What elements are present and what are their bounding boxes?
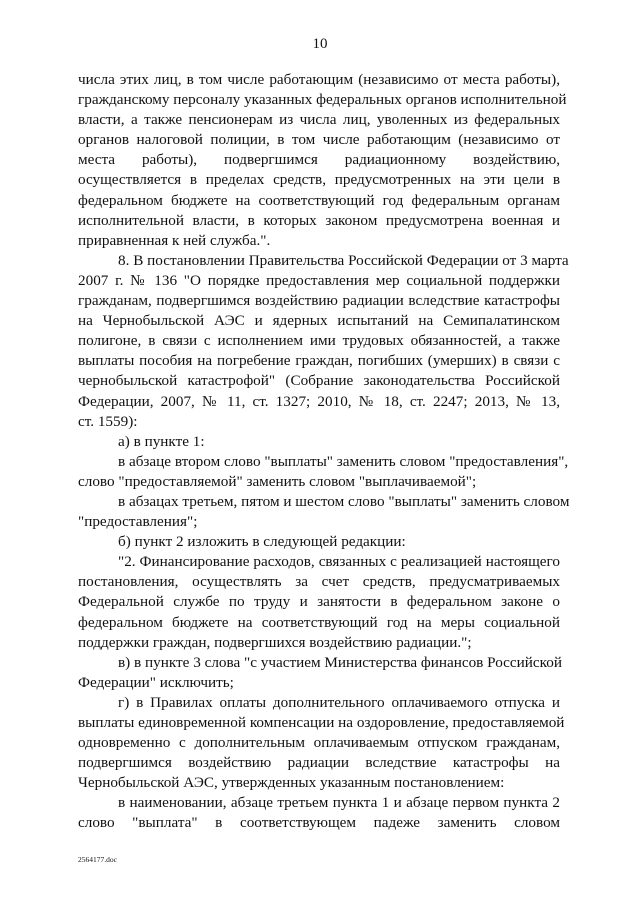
- text-line: гражданам, подвергшимся воздействию радиации вследствие катастрофы: [78, 292, 560, 310]
- text-line: осуществляется в пределах средств, предусмотренных на эти цели в: [78, 171, 560, 189]
- text-line: полигоне, в связи с исполнением ими трудовых обязанностей, а также: [78, 332, 560, 350]
- text-line: гражданскому персоналу указанных федеральных органов исполнительной: [78, 91, 567, 109]
- text-line: слово "выплата" в соответствующем падеже заменить словом: [78, 814, 560, 832]
- text-line: Федерации" исключить;: [78, 673, 234, 691]
- text-line: в) в пункте 3 слова "с участием Министерства финансов Российской: [118, 653, 562, 671]
- text-line: места работы), подвергшимся радиационному воздействию,: [78, 151, 560, 169]
- text-line: власти, а также пенсионерам из числа лиц, уволенных из федеральных: [78, 111, 560, 129]
- text-line: на Чернобыльской АЭС и ядерных испытаний на Семипалатинском: [78, 312, 560, 330]
- text-line: выплаты пособия на погребение граждан, погибших (умерших) в связи с: [78, 352, 560, 370]
- text-line: приравненная к ней служба.".: [78, 231, 271, 249]
- text-line: б) пункт 2 изложить в следующей редакции:: [118, 533, 406, 551]
- text-line: федеральном бюджете на соответствующий год на меры социальной: [78, 613, 560, 631]
- text-line: постановления, осуществлять за счет средств, предусматриваемых: [78, 573, 560, 591]
- text-line: поддержки граждан, подвергшихся воздействию радиации.";: [78, 633, 472, 651]
- text-line: числа этих лиц, в том числе работающим (независимо от места работы),: [78, 71, 560, 88]
- text-line: одновременно с дополнительным оплачиваемым отпуском гражданам,: [78, 734, 560, 752]
- text-line: подвергшимся воздействию радиации вследствие катастрофы на: [78, 754, 560, 772]
- page-number: 10: [312, 36, 328, 52]
- text-line: слово "предоставляемой" заменить словом "выплачиваемой";: [78, 472, 477, 490]
- text-line: исполнительной власти, в которых законом предусмотрена военная и: [78, 211, 560, 229]
- text-line: в наименовании, абзаце третьем пункта 1 и абзаце первом пункта 2: [118, 794, 560, 812]
- text-line: Федерации, 2007, № 11, ст. 1327; 2010, № 18, ст. 2247; 2013, № 13,: [78, 392, 560, 410]
- text-line: выплаты единовременной компенсации на оздоровление, предоставляемой: [78, 714, 565, 731]
- text-line: г) в Правилах оплаты дополнительного оплачиваемого отпуска и: [118, 693, 560, 711]
- text-line: ст. 1559):: [78, 412, 138, 430]
- footer-filename: 2564177.doc: [78, 855, 117, 864]
- text-line: Чернобыльской АЭС, утвержденных указанным постановлением:: [78, 774, 505, 792]
- text-line: "предоставления";: [78, 513, 198, 531]
- text-line: "2. Финансирование расходов, связанных с реализацией настоящего: [118, 553, 560, 571]
- text-line: федеральном бюджете на соответствующий год федеральным органам: [78, 191, 560, 209]
- text-line: чернобыльской катастрофой" (Собрание законодательства Российской: [78, 372, 560, 390]
- text-line: 2007 г. № 136 "О порядке предоставления мер социальной поддержки: [78, 271, 560, 289]
- text-line: в абзаце втором слово "выплаты" заменить словом "предоставления",: [118, 452, 569, 470]
- document-body: [78, 70, 570, 834]
- text-line: а) в пункте 1:: [118, 432, 205, 450]
- text-line: органов налоговой полиции, в том числе работающим (независимо от: [78, 131, 560, 149]
- text-line: в абзацах третьем, пятом и шестом слово "выплаты" заменить словом: [118, 492, 570, 510]
- text-line: Федеральной службе по труду и занятости в федеральном законе о: [78, 593, 560, 611]
- text-line: 8. В постановлении Правительства Российской Федерации от 3 марта: [118, 251, 569, 269]
